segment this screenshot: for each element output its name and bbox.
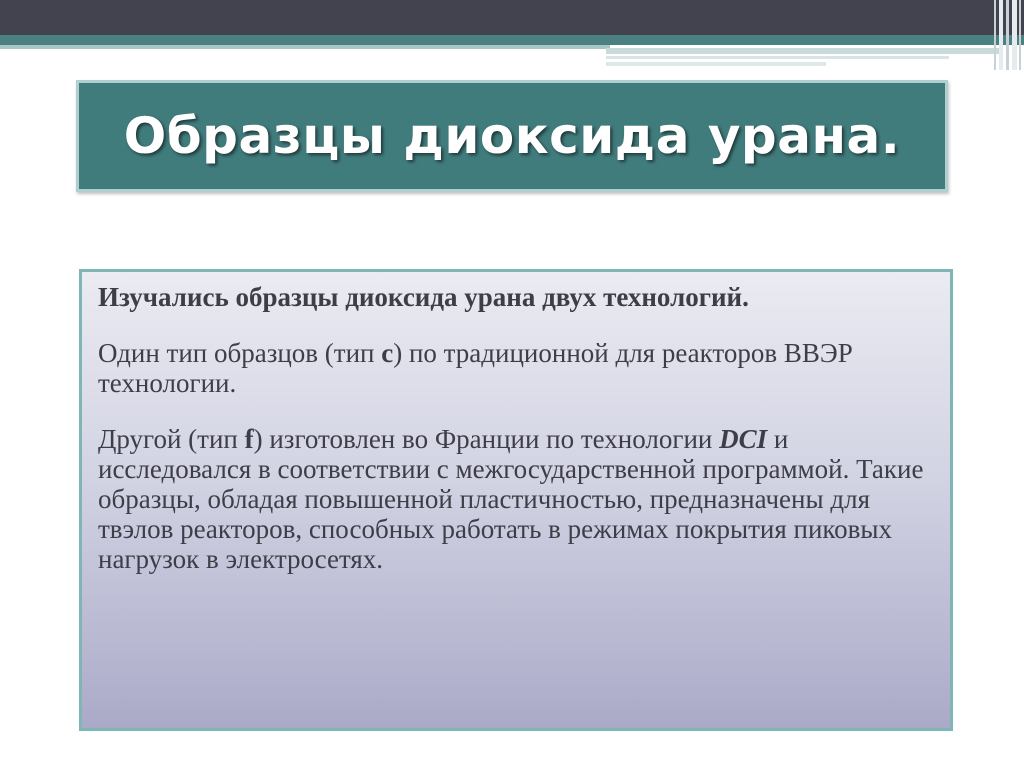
technology-name: DCI xyxy=(719,424,768,454)
paragraph-text: Один тип образцов (тип xyxy=(98,338,382,368)
paragraph-type-c xyxy=(98,338,930,398)
type-f-label: f xyxy=(244,424,254,454)
top-band xyxy=(0,0,1024,35)
decorative-line xyxy=(606,56,949,59)
decorative-line xyxy=(606,48,1000,54)
decorative-stripe xyxy=(994,0,996,70)
paragraph-text: ) изготовлен во Франции по технологии xyxy=(253,424,720,454)
paragraph-text: ) по традиционной для реакторов ВВЭР технологии. xyxy=(98,338,853,398)
title-box xyxy=(76,80,948,192)
decorative-line xyxy=(606,62,826,66)
top-accent-band xyxy=(0,35,1024,45)
top-accent-line xyxy=(0,45,610,49)
lead-paragraph: Изучались образцы диоксида урана двух технологий. xyxy=(98,282,749,312)
paragraph-text: Другой (тип xyxy=(98,424,245,454)
decorative-stripe xyxy=(1012,0,1017,70)
slide-title: Образцы диоксида урана. xyxy=(123,107,901,165)
type-c-label: с xyxy=(381,338,394,368)
decorative-stripe xyxy=(1019,0,1021,70)
content-box xyxy=(79,269,953,731)
paragraph-text: и исследовался в соответствии с межгосударственной программой. Такие образцы, обладая повышенной пластичностью, предназначены для твэлов реакторов, способных работать в режимах покрытия пиковых нагрузок в электросетях. xyxy=(98,424,924,574)
decorative-stripe xyxy=(999,0,1003,70)
decorative-stripe xyxy=(1006,0,1009,70)
paragraph-type-f xyxy=(98,424,930,574)
